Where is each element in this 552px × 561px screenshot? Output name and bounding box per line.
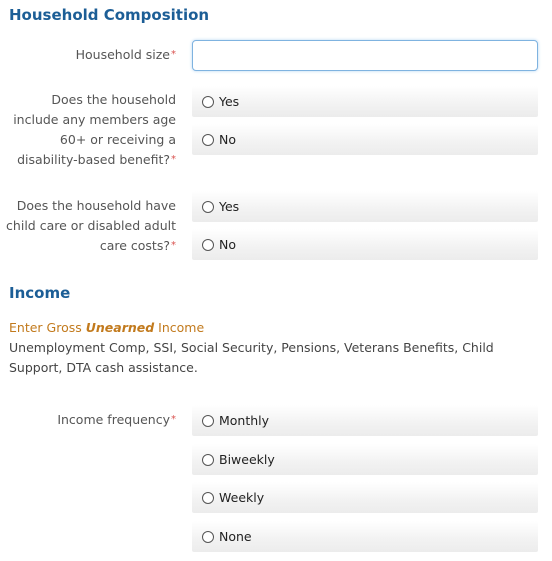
household-size-label: Household size* [75, 47, 176, 62]
option-label: No [219, 132, 236, 147]
household-section-title: Household Composition [9, 6, 210, 24]
care-costs-question-label: Does the household have child care or disabled adult care costs?* [6, 198, 176, 253]
radio-circle-icon[interactable] [202, 134, 214, 146]
radio-circle-icon[interactable] [202, 201, 214, 213]
required-mark: * [171, 154, 176, 165]
income-section-title: Income [9, 284, 71, 302]
care-costs-yes-option[interactable] [192, 191, 538, 222]
radio-circle-icon[interactable] [202, 454, 214, 466]
income-instruction: Enter Gross Unearned Income [9, 320, 205, 335]
option-label: None [219, 529, 252, 544]
required-mark: * [171, 414, 176, 425]
radio-circle-icon[interactable] [202, 531, 214, 543]
required-mark: * [171, 240, 176, 251]
elderly-disabled-question-label: Does the household include any members age 60+ or receiving a disability-based benefit?* [13, 92, 176, 167]
option-label: Yes [219, 94, 240, 109]
frequency-weekly-option[interactable] [192, 482, 538, 513]
frequency-none-option[interactable] [192, 521, 538, 552]
option-label: Weekly [219, 490, 265, 505]
option-label: Monthly [219, 413, 270, 428]
radio-circle-icon[interactable] [202, 96, 214, 108]
option-label: No [219, 237, 236, 252]
elderly-disabled-yes-option[interactable] [192, 86, 538, 117]
income-frequency-label: Income frequency* [57, 412, 176, 427]
radio-circle-icon[interactable] [202, 415, 214, 427]
radio-circle-icon[interactable] [202, 492, 214, 504]
required-mark: * [171, 49, 176, 60]
elderly-disabled-no-option[interactable] [192, 124, 538, 155]
frequency-monthly-option[interactable] [192, 405, 538, 436]
care-costs-no-option[interactable] [192, 229, 538, 260]
radio-circle-icon[interactable] [202, 239, 214, 251]
household-size-input[interactable] [192, 40, 538, 71]
frequency-biweekly-option[interactable] [192, 444, 538, 475]
option-label: Yes [219, 199, 240, 214]
option-label: Biweekly [219, 452, 275, 467]
income-description: Unemployment Comp, SSI, Social Security, Pensions, Veterans Benefits, Child Support, DTA cash assistance. [9, 340, 494, 375]
